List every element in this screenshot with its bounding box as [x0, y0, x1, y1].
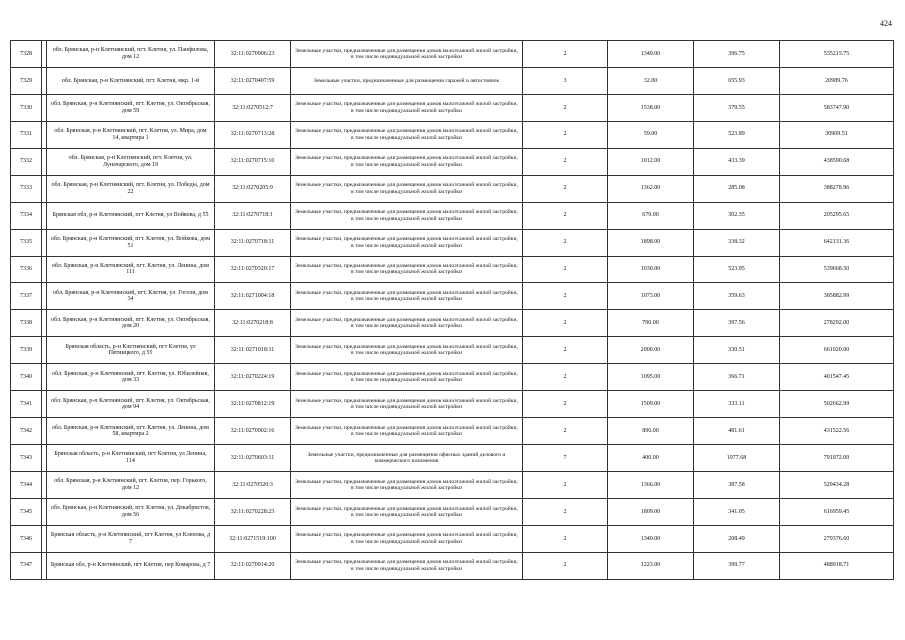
land-use-cell: Земельные участки, предназначенные для размещения домов малоэтажной жилой застройки, в том числе индивидуальной жилой застройки [291, 175, 523, 202]
group-cell: 2 [523, 337, 608, 364]
land-use-cell: Земельные участки, предназначенные для размещения домов малоэтажной жилой застройки, в том числе индивидуальной жилой застройки [291, 472, 523, 499]
cadastral-value-cell: 278292.00 [780, 310, 894, 337]
area-cell: 1509.00 [608, 391, 694, 418]
row-number-cell: 7329 [11, 67, 42, 94]
specific-value-cell: 333.11 [694, 391, 780, 418]
area-cell: 1340.00 [608, 525, 694, 552]
address-cell: обл. Брянская, р-н Клетнянский, пгт. Клетня, мкр. 1-й [47, 67, 215, 94]
land-use-cell: Земельные участки, предназначенные для размещения домов малоэтажной жилой застройки, в том числе индивидуальной жилой застройки [291, 391, 523, 418]
group-cell: 2 [523, 94, 608, 121]
row-number-cell: 7339 [11, 337, 42, 364]
page-number: 424 [880, 19, 892, 28]
specific-value-cell: 338.32 [694, 229, 780, 256]
address-cell: Брянская область, р-н Клетнянский, пгт Клетня, ул Клепова, д 7 [47, 525, 215, 552]
cadastral-number-cell: 32:11:0270914:20 [215, 552, 291, 579]
table-row [11, 148, 894, 175]
row-number-cell: 7344 [11, 472, 42, 499]
group-cell: 2 [523, 391, 608, 418]
cadastral-value-cell: 30909.51 [780, 121, 894, 148]
address-cell: обл. Брянская, р-н Клетнянский, пгт. Клетня, ул. Декабристов, дом 56 [47, 498, 215, 525]
cadastral-number-cell: 32:11:0270320:17 [215, 256, 291, 283]
table-row [11, 337, 894, 364]
address-cell: обл. Брянская, р-н Клетнянский, пгт. Клетня, ул. Войкова, дом 51 [47, 229, 215, 256]
area-cell: 1809.00 [608, 498, 694, 525]
cadastral-number-cell: 32:11:0270218:8 [215, 310, 291, 337]
land-use-cell: Земельные участки, предназначенные для размещения домов малоэтажной жилой застройки, в том числе индивидуальной жилой застройки [291, 552, 523, 579]
table-body [11, 41, 894, 580]
address-cell: обл. Брянская, р-н Клетнянский, пгт. Клетня, ул. Ленина, дом 111 [47, 256, 215, 283]
row-number-cell: 7333 [11, 175, 42, 202]
land-use-cell: Земельные участки, предназначенные для размещения домов малоэтажной жилой застройки, в том числе индивидуальной жилой застройки [291, 525, 523, 552]
table-row [11, 283, 894, 310]
address-cell: обл. Брянская, р-н Клетнянский, пгт. Клетня, ул. Гоголя, дом 34 [47, 283, 215, 310]
specific-value-cell: 481.61 [694, 418, 780, 445]
land-use-cell: Земельные участки, предназначенные для размещения домов малоэтажной жилой застройки, в том числе индивидуальной жилой застройки [291, 148, 523, 175]
specific-value-cell: 379.55 [694, 94, 780, 121]
specific-value-cell: 387.58 [694, 472, 780, 499]
area-cell: 1030.00 [608, 256, 694, 283]
row-number-cell: 7346 [11, 525, 42, 552]
address-cell: обл. Брянская, р-н Клетнянский, пгт. Клетня, ул. Ленина, дом 58, квартира 2 [47, 418, 215, 445]
address-cell: обл. Брянская, р-н Клетнянский, пгт. Клетня, ул. Юбилейная, дом 33 [47, 364, 215, 391]
cadastral-number-cell: 32:11:0270713:28 [215, 121, 291, 148]
cadastral-number-cell: 32:11:0270520:3 [215, 472, 291, 499]
cadastral-value-cell: 642131.36 [780, 229, 894, 256]
cadastral-number-cell: 32:11:0271519:100 [215, 525, 291, 552]
specific-value-cell: 366.71 [694, 364, 780, 391]
cadastral-number-cell: 32:11:0270906:23 [215, 41, 291, 68]
area-cell: 2000.00 [608, 337, 694, 364]
group-cell: 2 [523, 310, 608, 337]
area-cell: 1366.00 [608, 472, 694, 499]
area-cell: 1223.00 [608, 552, 694, 579]
cadastral-value-cell: 205295.65 [780, 202, 894, 229]
table-row [11, 498, 894, 525]
land-use-cell: Земельные участки, предназначенные для размещения домов малоэтажной жилой застройки, в том числе индивидуальной жилой застройки [291, 283, 523, 310]
cadastral-number-cell: 32:11:0270902:16 [215, 418, 291, 445]
group-cell: 2 [523, 41, 608, 68]
cadastral-value-cell: 616959.45 [780, 498, 894, 525]
row-number-cell: 7338 [11, 310, 42, 337]
table-row [11, 121, 894, 148]
land-use-cell: Земельные участки, предназначенные для размещения домов малоэтажной жилой застройки, в том числе индивидуальной жилой застройки [291, 364, 523, 391]
cadastral-value-cell: 791072.00 [780, 445, 894, 472]
specific-value-cell: 341.05 [694, 498, 780, 525]
land-use-cell: Земельные участки, предназначенные для размещения домов малоэтажной жилой застройки, в том числе индивидуальной жилой застройки [291, 337, 523, 364]
table-row [11, 364, 894, 391]
table-row [11, 391, 894, 418]
cadastral-value-cell: 529434.28 [780, 472, 894, 499]
cadastral-value-cell: 583747.90 [780, 94, 894, 121]
group-cell: 2 [523, 525, 608, 552]
row-number-cell: 7340 [11, 364, 42, 391]
table-row [11, 525, 894, 552]
address-cell: обл. Брянская, р-н Клетнянский, пгт. Клетня, ул. Победы, дом 22 [47, 175, 215, 202]
area-cell: 1012.00 [608, 148, 694, 175]
table-row [11, 552, 894, 579]
row-number-cell: 7347 [11, 552, 42, 579]
cadastral-value-cell: 279376.60 [780, 525, 894, 552]
address-cell: Брянская обл, р-н Клетнянский, пгт Клетня, ул Войкова, д 55 [47, 202, 215, 229]
specific-value-cell: 396.75 [694, 41, 780, 68]
address-cell: обл. Брянская, р-н Клетнянский, пгт. Клетня, ул. Октябрьская, дом 59 [47, 94, 215, 121]
address-cell: Брянская обл, р-н Клетнянский, пгт Клетня, пер Комарова, д 7 [47, 552, 215, 579]
cadastral-number-cell: 32:11:0270603:11 [215, 445, 291, 472]
address-cell: обл. Брянская, р-н Клетнянский, пгт. Клетня, ул. Панфилова, дом 12 [47, 41, 215, 68]
area-cell: 1349.00 [608, 41, 694, 68]
cadastral-number-cell: 32:11:0270512:7 [215, 94, 291, 121]
address-cell: Брянская область, р-н Клетнянский, пгт Клетня, ул Пятницкого, д 55 [47, 337, 215, 364]
area-cell: 59.00 [608, 121, 694, 148]
area-cell: 1538.00 [608, 94, 694, 121]
group-cell: 2 [523, 364, 608, 391]
table-row [11, 229, 894, 256]
cadastral-value-cell: 661020.00 [780, 337, 894, 364]
specific-value-cell: 655.93 [694, 67, 780, 94]
row-number-cell: 7345 [11, 498, 42, 525]
cadastral-value-table [10, 40, 894, 580]
land-use-cell: Земельные участки, предназначенные для размещения домов малоэтажной жилой застройки, в том числе индивидуальной жилой застройки [291, 202, 523, 229]
cadastral-value-cell: 388278.96 [780, 175, 894, 202]
address-cell: обл. Брянская, р-н Клетнянский, пгт. Клетня, ул. Луначарского, дом 19 [47, 148, 215, 175]
cadastral-value-cell: 539668.50 [780, 256, 894, 283]
area-cell: 1095.00 [608, 364, 694, 391]
table-row [11, 67, 894, 94]
cadastral-number-cell: 32:11:0270224:19 [215, 364, 291, 391]
specific-value-cell: 399.77 [694, 552, 780, 579]
table-row [11, 418, 894, 445]
table-row [11, 310, 894, 337]
specific-value-cell: 523.95 [694, 256, 780, 283]
cadastral-number-cell: 32:11:0270205:9 [215, 175, 291, 202]
area-cell: 1362.00 [608, 175, 694, 202]
table-row [11, 256, 894, 283]
row-number-cell: 7341 [11, 391, 42, 418]
address-cell: Брянская область, р-н Клетнянский, пгт Клетня, ул Ленина, 114 [47, 445, 215, 472]
area-cell: 679.00 [608, 202, 694, 229]
cadastral-value-cell: 535215.75 [780, 41, 894, 68]
row-number-cell: 7337 [11, 283, 42, 310]
address-cell: обл. Брянская, р-н Клетнянский, пгт. Клетня, ул. Октябрьская, дом 20 [47, 310, 215, 337]
group-cell: 2 [523, 202, 608, 229]
area-cell: 896.00 [608, 418, 694, 445]
land-use-cell: Земельные участки, предназначенные для размещения гаражей и автостоянок [291, 67, 523, 94]
row-number-cell: 7328 [11, 41, 42, 68]
cadastral-value-cell: 401547.45 [780, 364, 894, 391]
group-cell: 2 [523, 229, 608, 256]
table-row [11, 202, 894, 229]
cadastral-number-cell: 32:11:0270718:1 [215, 202, 291, 229]
row-number-cell: 7343 [11, 445, 42, 472]
specific-value-cell: 433.39 [694, 148, 780, 175]
land-use-cell: Земельные участки, предназначенные для размещения домов малоэтажной жилой застройки, в том числе индивидуальной жилой застройки [291, 256, 523, 283]
group-cell: 2 [523, 121, 608, 148]
cadastral-number-cell: 32:11:0271004:18 [215, 283, 291, 310]
cadastral-number-cell: 32:11:0270718:11 [215, 229, 291, 256]
specific-value-cell: 523.89 [694, 121, 780, 148]
specific-value-cell: 1977.68 [694, 445, 780, 472]
specific-value-cell: 285.08 [694, 175, 780, 202]
group-cell: 2 [523, 148, 608, 175]
cadastral-value-cell: 502662.99 [780, 391, 894, 418]
group-cell: 2 [523, 175, 608, 202]
specific-value-cell: 359.63 [694, 283, 780, 310]
table-row [11, 472, 894, 499]
land-use-cell: Земельные участки, предназначенные для размещения домов малоэтажной жилой застройки, в том числе индивидуальной жилой застройки [291, 310, 523, 337]
area-cell: 32.00 [608, 67, 694, 94]
cadastral-number-cell: 32:11:0270812:19 [215, 391, 291, 418]
table-row [11, 41, 894, 68]
specific-value-cell: 330.51 [694, 337, 780, 364]
row-number-cell: 7335 [11, 229, 42, 256]
group-cell: 2 [523, 256, 608, 283]
land-use-cell: Земельные участки, предназначенные для размещения домов малоэтажной жилой застройки, в том числе индивидуальной жилой застройки [291, 121, 523, 148]
group-cell: 2 [523, 472, 608, 499]
cadastral-value-cell: 438590.68 [780, 148, 894, 175]
specific-value-cell: 208.49 [694, 525, 780, 552]
cadastral-value-cell: 431522.56 [780, 418, 894, 445]
land-use-cell: Земельные участки, предназначенные для размещения домов малоэтажной жилой застройки, в том числе индивидуальной жилой застройки [291, 41, 523, 68]
area-cell: 1898.00 [608, 229, 694, 256]
cadastral-value-cell: 385882.99 [780, 283, 894, 310]
group-cell: 2 [523, 552, 608, 579]
row-number-cell: 7331 [11, 121, 42, 148]
cadastral-number-cell: 32:11:0271018:11 [215, 337, 291, 364]
table-row [11, 175, 894, 202]
land-use-cell: Земельные участки, предназначенные для размещения домов малоэтажной жилой застройки, в том числе индивидуальной жилой застройки [291, 498, 523, 525]
area-cell: 1073.00 [608, 283, 694, 310]
table-row [11, 94, 894, 121]
cadastral-value-cell: 20989.76 [780, 67, 894, 94]
group-cell: 2 [523, 283, 608, 310]
specific-value-cell: 397.56 [694, 310, 780, 337]
group-cell: 3 [523, 67, 608, 94]
land-use-cell: Земельные участки, предназначенные для размещения домов малоэтажной жилой застройки, в том числе индивидуальной жилой застройки [291, 418, 523, 445]
cadastral-number-cell: 32:11:0270715:10 [215, 148, 291, 175]
area-cell: 400.00 [608, 445, 694, 472]
group-cell: 2 [523, 418, 608, 445]
address-cell: обл. Брянская, р-н Клетнянский, пгт. Клетня, ул. Октябрьская, дом 94 [47, 391, 215, 418]
address-cell: обл. Брянская, р-н Клетнянский, пгт. Клетня, пер. Горького, дом 12 [47, 472, 215, 499]
land-use-cell: Земельные участки, предназначенные для размещения офисных зданий делового и коммерческого назначения [291, 445, 523, 472]
row-number-cell: 7332 [11, 148, 42, 175]
land-use-cell: Земельные участки, предназначенные для размещения домов малоэтажной жилой застройки, в том числе индивидуальной жилой застройки [291, 94, 523, 121]
address-cell: обл. Брянская, р-н Клетнянский, пгт. Клетня, ул. Мира, дом 14, квартира 1 [47, 121, 215, 148]
row-number-cell: 7342 [11, 418, 42, 445]
land-use-cell: Земельные участки, предназначенные для размещения домов малоэтажной жилой застройки, в том числе индивидуальной жилой застройки [291, 229, 523, 256]
cadastral-number-cell: 32:11:0270407:59 [215, 67, 291, 94]
cadastral-value-cell: 488918.71 [780, 552, 894, 579]
group-cell: 2 [523, 498, 608, 525]
row-number-cell: 7330 [11, 94, 42, 121]
specific-value-cell: 302.35 [694, 202, 780, 229]
table-row [11, 445, 894, 472]
cadastral-number-cell: 32:11:0270228:23 [215, 498, 291, 525]
group-cell: 7 [523, 445, 608, 472]
area-cell: 700.00 [608, 310, 694, 337]
row-number-cell: 7334 [11, 202, 42, 229]
row-number-cell: 7336 [11, 256, 42, 283]
